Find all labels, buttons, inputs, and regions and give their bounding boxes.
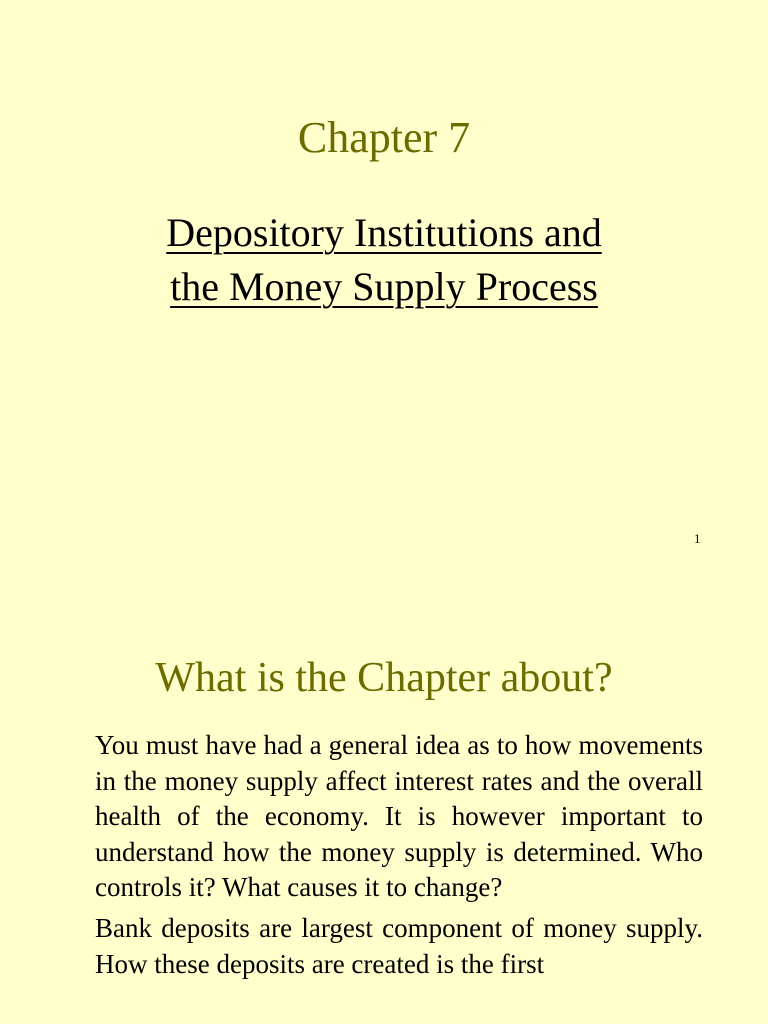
- chapter-label: Chapter 7: [297, 113, 471, 162]
- chapter-title: [0, 206, 768, 314]
- section-heading: What is the Chapter about?: [155, 655, 613, 701]
- body-paragraph-1: You must have had a general idea as to how movements in the money supply affect interest rates and the overall health of the economy. It is however important to understand how the money supply is determined. Who controls it? What causes it to change?: [95, 730, 703, 903]
- content-slide: [0, 580, 768, 1024]
- chapter-title-line-1: Depository Institutions and: [166, 210, 602, 255]
- chapter-title-line-2: the Money Supply Process: [170, 264, 598, 309]
- body-paragraph-2: Bank deposits are largest component of money supply. How these deposits are created is the first: [95, 912, 703, 979]
- body-text: [95, 728, 703, 987]
- page-number: 1: [694, 531, 701, 546]
